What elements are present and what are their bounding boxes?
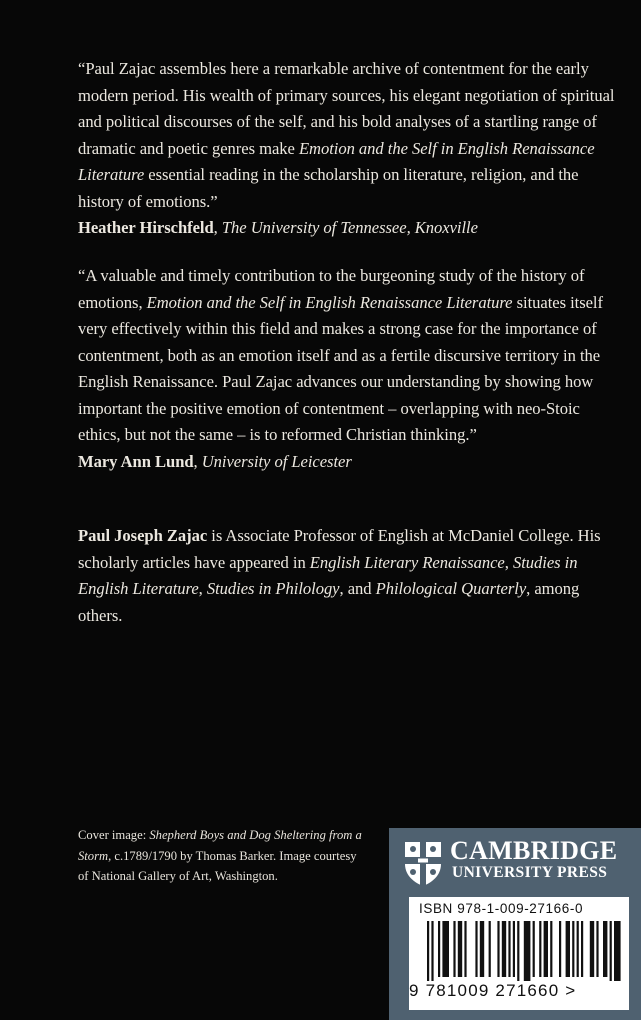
publisher-subtitle: UNIVERSITY PRESS [452, 864, 608, 881]
cambridge-shield-icon [403, 840, 443, 888]
isbn-label: ISBN 978-1-009-27166-0 [419, 901, 584, 916]
review-blurb-hirschfeld [78, 56, 623, 242]
review-blurb-lund [78, 263, 623, 475]
barcode [409, 897, 629, 1010]
publisher-panel [389, 828, 641, 1020]
cover-image-credit: Cover image: Shepherd Boys and Dog Sheltering from a Storm, c.1789/1790 by Thomas Barker. Image courtesy of National Gallery of Art, Washington. [78, 828, 362, 883]
review-quote: “A valuable and timely contribution to the burgeoning study of the history of emotions, Emotion and the Self in English Renaissance Literature situates itself very effectively within this field and makes a strong case for the importance of contentment, both as an emotion itself and as a fertile discursive territory in the English Renaissance. Paul Zajac advances our understanding by showing how important the positive emotion of contentment – overlapping with neo-Stoic ethics, but not the same – is to reformed Christian thinking.” [78, 266, 603, 444]
barcode-bars [413, 921, 625, 981]
barcode-digits: 9 781009 271660 > [409, 981, 577, 1000]
review-attribution: Heather Hirschfeld, The University of Tennessee, Knoxville [78, 218, 478, 237]
review-attribution: Mary Ann Lund, University of Leicester [78, 451, 352, 471]
author-name: Paul Joseph Zajac [78, 526, 208, 545]
author-bio: Paul Joseph Zajac is Associate Professor of English at McDaniel College. His scholarly articles have appeared in English Literary Renaissance, Studies in English Literature, Studies in Philology, and Philological Quarterly, among others. [78, 526, 601, 625]
review-quote: “Paul Zajac assembles here a remarkable archive of contentment for the early modern period. His wealth of primary sources, his elegant negotiation of spiritual and political discourses of the self, and his bold analyses of a startling range of dramatic and poetic genres make Emotion and the Self in English Renaissance Literature essential reading in the scholarship on literature, religion, and the history of emotions.” [78, 59, 615, 211]
publisher-name: CAMBRIDGE [450, 836, 618, 865]
